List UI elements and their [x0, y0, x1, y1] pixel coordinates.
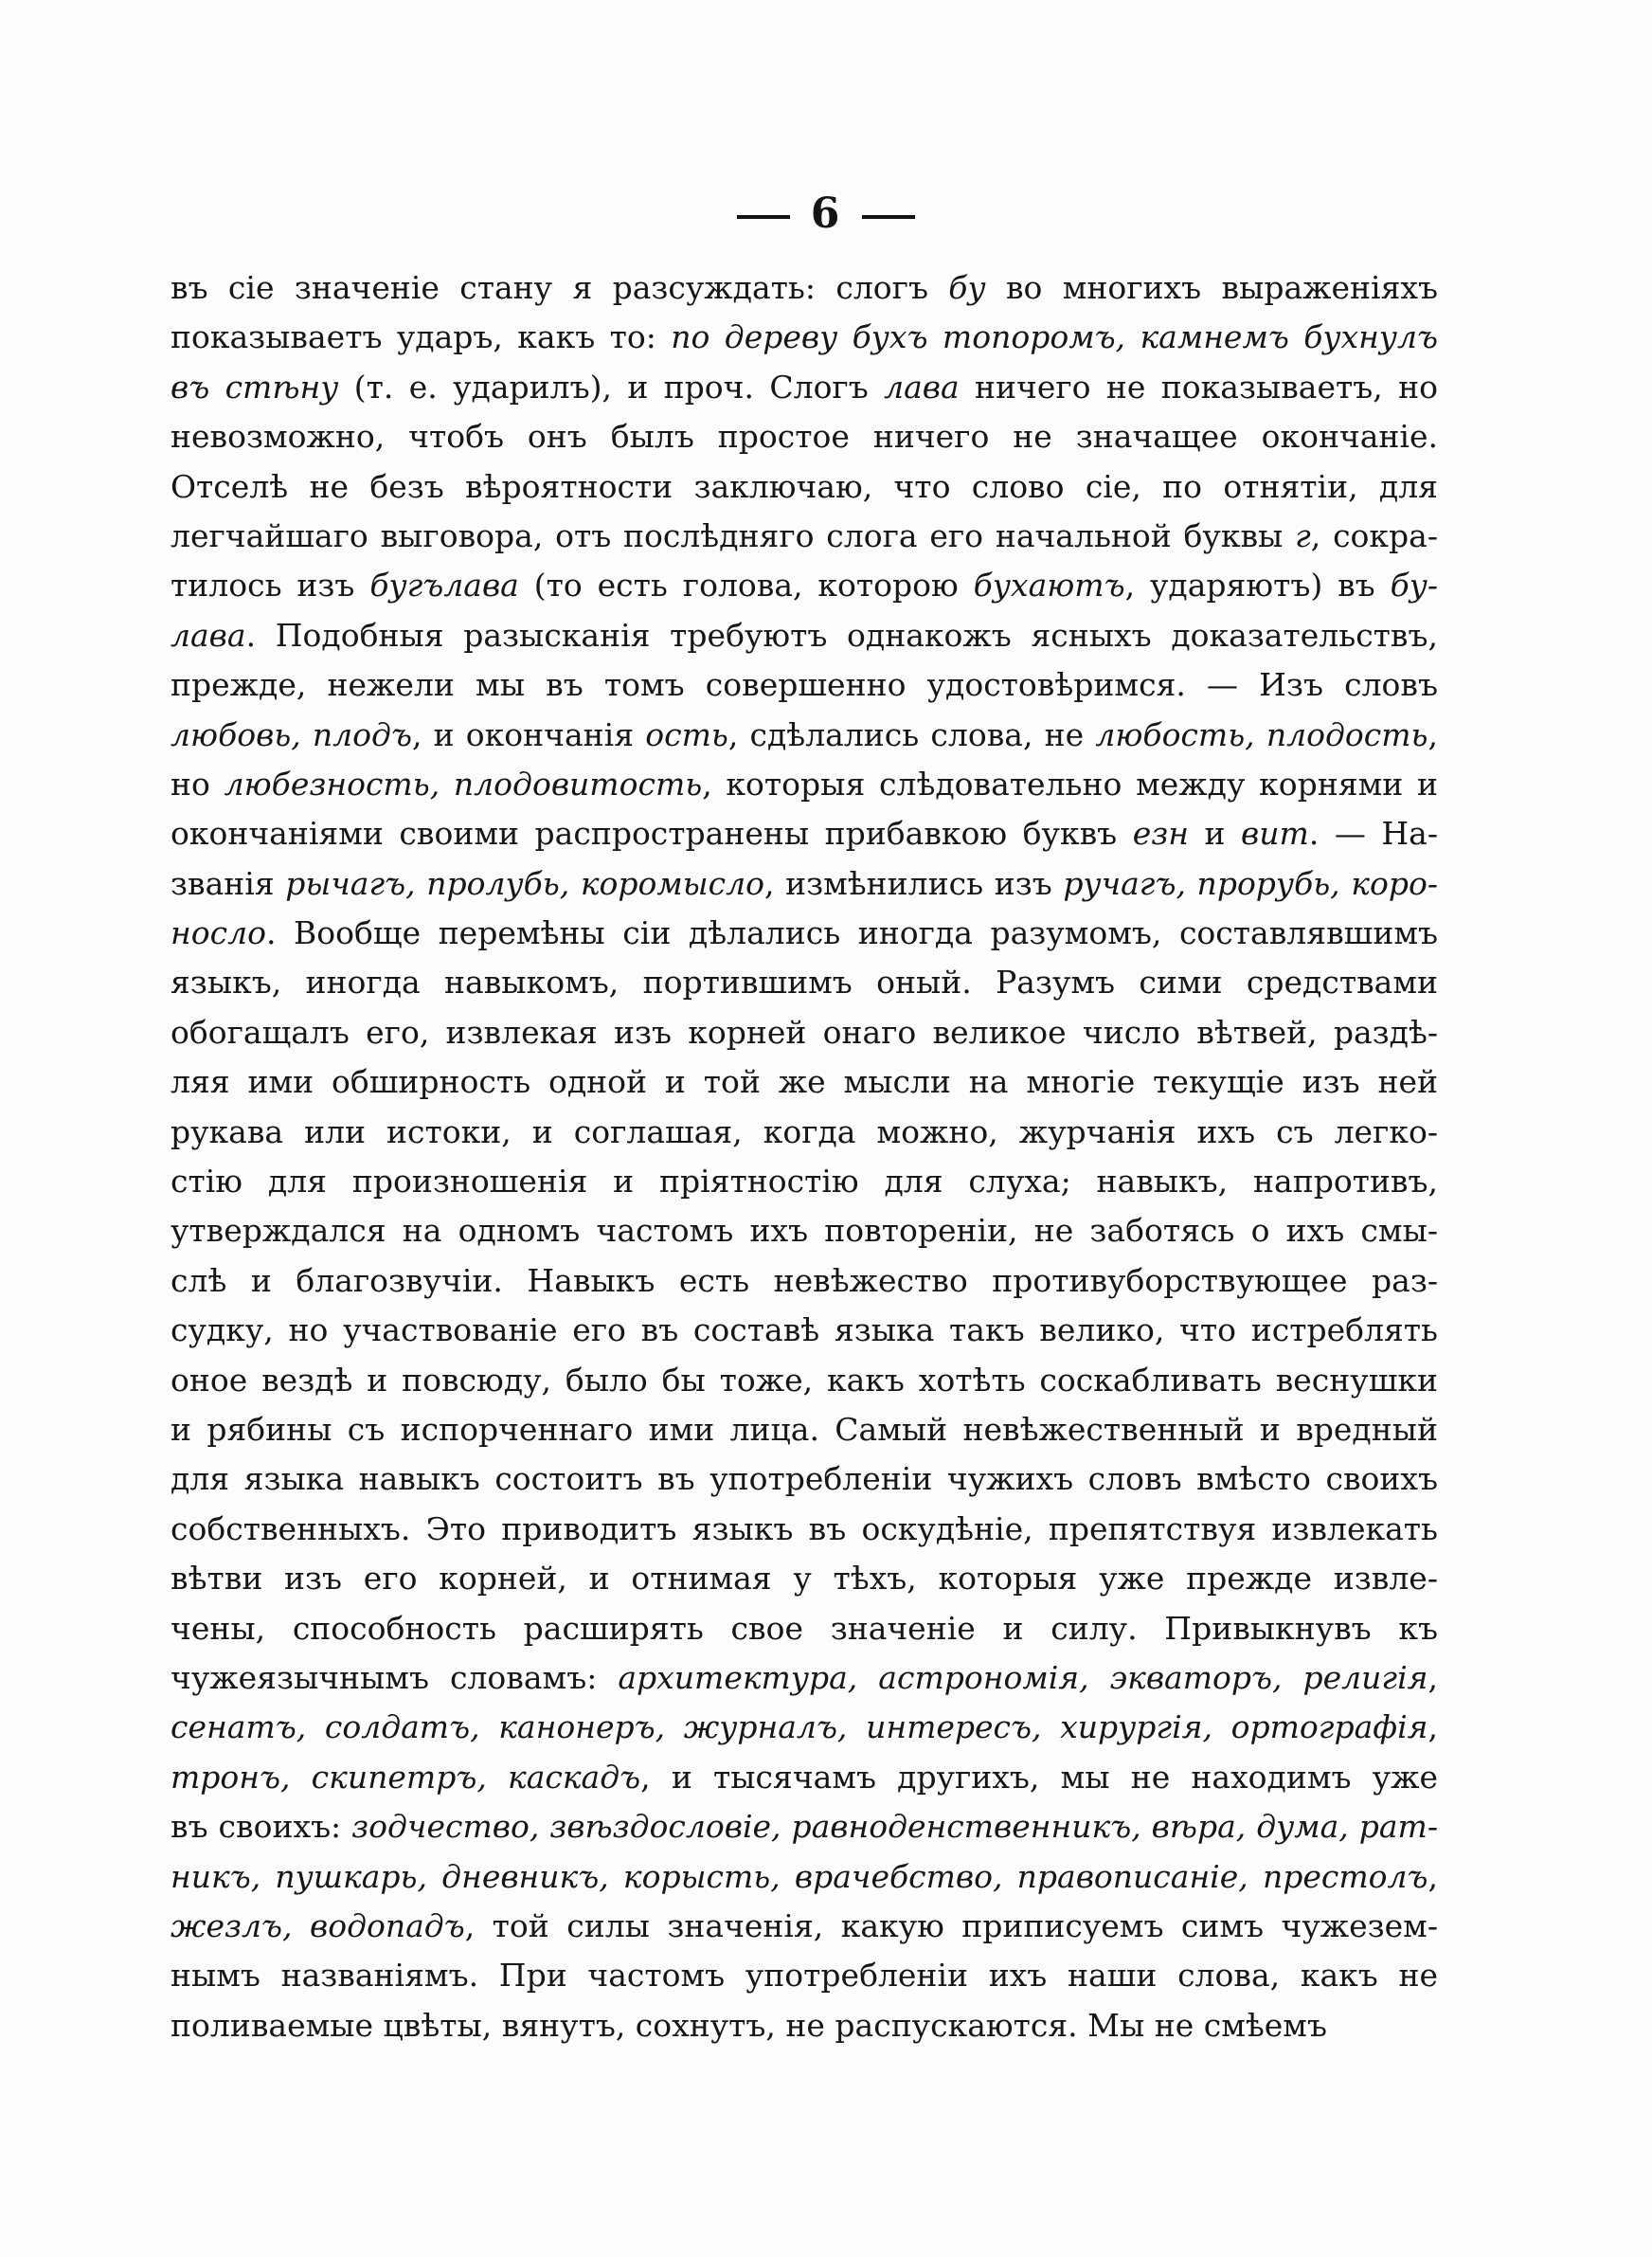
text-run: языкъ, иногда навыкомъ, портившимъ оный. Разумъ сими средствами [171, 964, 1438, 1002]
text-line [171, 412, 1438, 461]
text-line [171, 561, 1438, 610]
right-dash [862, 215, 915, 219]
italic-word: г [1295, 516, 1311, 554]
text-run: званія [171, 864, 286, 902]
text-run: ляя ими обширность одной и той же мысли на многіе текущіе изъ ней [171, 1063, 1438, 1101]
text-run: (то есть голова, которою [518, 567, 974, 605]
italic-word: ручагъ, прорубь, коро- [1063, 864, 1439, 902]
text-run: чужеязычнымъ словамъ: [171, 1658, 619, 1696]
left-dash [737, 215, 790, 219]
italic-word: носло [171, 914, 266, 952]
italic-word: въ стѣну [171, 368, 339, 406]
text-run: легчайшаго выговора, отъ послѣдняго слога его начальной буквы [171, 516, 1296, 554]
text-run: , и окончанія [411, 715, 646, 753]
text-line [171, 1008, 1438, 1057]
text-line [171, 1554, 1438, 1603]
text-run: , [1428, 715, 1438, 753]
text-line [171, 1753, 1438, 1802]
text-run: , которыя слѣдовательно между корнями и [702, 765, 1438, 803]
text-run: утверждался на одномъ частомъ ихъ повтореніи, не заботясь о ихъ смы- [171, 1212, 1438, 1250]
text-line [171, 363, 1438, 412]
italic-word: тронъ, скипетръ, каскадъ [171, 1758, 641, 1796]
text-run: вѣтви изъ его корней, и отнимая у тѣхъ, которыя уже прежде извле- [171, 1560, 1438, 1598]
text-line [171, 1256, 1438, 1306]
text-line [171, 809, 1438, 858]
text-line [171, 1604, 1438, 1653]
text-run: , [1428, 1658, 1438, 1696]
text-line [171, 1454, 1438, 1504]
text-line [171, 2001, 1438, 2050]
text-run: показываетъ ударъ, какъ то: [171, 318, 672, 356]
text-run: обогащалъ его, извлекая изъ корней онаго великое число вѣтвей, раздѣ- [171, 1013, 1438, 1051]
italic-word: вит [1241, 815, 1309, 853]
text-run: невозможно, чтобъ онъ былъ простое ничего не значащее окончаніе. [171, 418, 1438, 456]
italic-word: по дереву бухъ топоромъ, камнемъ бухнулъ [671, 318, 1438, 356]
text-line [171, 1653, 1438, 1703]
text-run: , той силы значенія, какую приписуемъ симъ чужезем- [464, 1906, 1438, 1944]
text-line [171, 1951, 1438, 2000]
italic-word: архитектура, астрономія, экваторъ, религія [618, 1658, 1428, 1696]
body-text [171, 263, 1438, 2050]
italic-word: сенатъ, солдатъ, канонеръ, журналъ, интересъ, хирургія, ортографія [171, 1708, 1428, 1746]
text-line [171, 1108, 1438, 1157]
text-run: во многихъ выраженіяхъ [985, 269, 1439, 306]
italic-word: бу- [1390, 567, 1439, 605]
text-run: Отселѣ не безъ вѣроятности заключаю, что слово сіе, по отнятіи, для [171, 467, 1438, 505]
text-run: въ сіе значеніе стану я разсуждать: слогъ [171, 269, 949, 306]
text-run: нымъ названіямъ. При частомъ употребленіи ихъ наши слова, какъ не [171, 1957, 1438, 1995]
page-number-header [0, 190, 1652, 238]
text-run: тилось изъ [171, 567, 370, 605]
text-run: . — На- [1308, 815, 1438, 853]
text-run: чены, способность расширять свое значеніе и силу. Привыкнувъ къ [171, 1609, 1438, 1647]
text-run: . Подобныя разысканія требуютъ однакожъ ясныхъ доказательствъ, [245, 616, 1438, 654]
text-line [171, 1206, 1438, 1255]
text-run: , измѣнились изъ [764, 864, 1064, 902]
text-run: но [171, 765, 224, 803]
text-line [171, 909, 1438, 958]
text-line [171, 1802, 1438, 1851]
text-line [171, 512, 1438, 561]
text-run: рукава или истоки, и соглашая, когда можно, журчанія ихъ съ легко- [171, 1112, 1438, 1150]
text-run: стію для произношенія и пріятностію для слуха; навыкъ, напротивъ, [171, 1163, 1438, 1201]
italic-word: любость, плодость [1095, 715, 1428, 753]
text-line [171, 1405, 1438, 1454]
text-line [171, 462, 1438, 512]
text-line [171, 760, 1438, 809]
text-run: для языка навыкъ состоитъ въ употребленіи чужихъ словъ вмѣсто своихъ [171, 1460, 1438, 1498]
italic-word: никъ, пушкарь, дневникъ, корысть, врачебство, правописаніе, престолъ [171, 1857, 1428, 1895]
text-run: , сдѣлались слова, не [727, 715, 1096, 753]
italic-word: любезность, плодовитость [224, 765, 703, 803]
text-line [171, 1057, 1438, 1107]
text-run: , и тысячамъ другихъ, мы не находимъ уже [640, 1758, 1439, 1796]
text-run: , [1428, 1708, 1438, 1746]
text-run: слѣ и благозвучіи. Навыкъ есть невѣжество противуборствующее раз- [171, 1261, 1438, 1299]
text-line [171, 1703, 1438, 1752]
text-run: поливаемые цвѣты, вянутъ, сохнутъ, не распускаются. Мы не смѣемъ [171, 2006, 1327, 2044]
text-line [171, 1505, 1438, 1554]
text-run: (т. е. ударилъ), и проч. Слогъ [338, 368, 885, 406]
text-run: прежде, нежели мы въ томъ совершенно удостовѣримся. — Изъ словъ [171, 666, 1438, 704]
text-run: оное вездѣ и повсюду, было бы тоже, какъ хотѣть соскабливать веснушки [171, 1361, 1438, 1399]
text-run: и рябины съ испорченнаго ими лица. Самый невѣжественный и вредный [171, 1410, 1438, 1448]
italic-word: жезлъ, водопадъ [171, 1906, 465, 1944]
text-run: судку, но участвованіе его въ составѣ языка такъ велико, что истреблять [171, 1311, 1438, 1349]
text-line [171, 263, 1438, 313]
italic-word: лава [884, 368, 960, 406]
text-line [171, 1852, 1438, 1902]
text-run: въ своихъ: [171, 1808, 352, 1846]
text-line [171, 313, 1438, 362]
italic-word: зодчество, звѣздословіе, равноденственникъ, вѣра, дума, рат- [351, 1808, 1438, 1846]
text-line [171, 859, 1438, 909]
italic-word: езн [1132, 815, 1189, 853]
italic-word: бухаютъ [973, 567, 1125, 605]
text-line [171, 1356, 1438, 1405]
text-line [171, 1157, 1438, 1206]
text-run: , ударяютъ) въ [1124, 567, 1391, 605]
text-line [171, 660, 1438, 710]
text-run: ничего не показываетъ, но [959, 368, 1438, 406]
italic-word: ость [645, 715, 728, 753]
italic-word: бугълава [369, 567, 519, 605]
italic-word: любовь, плодъ [171, 715, 412, 753]
italic-word: бу [948, 269, 986, 306]
text-run: и [1188, 815, 1242, 853]
page-number: 6 [810, 190, 842, 238]
text-run: собственныхъ. Это приводитъ языкъ въ оскудѣніе, препятствуя извлекать [171, 1509, 1438, 1547]
text-run: окончаніями своими распространены прибавкою буквъ [171, 815, 1133, 853]
italic-word: лава [171, 616, 246, 654]
text-run: . Вообще перемѣны сіи дѣлались иногда разумомъ, составлявшимъ [265, 914, 1438, 952]
text-run: , сокра- [1310, 516, 1438, 554]
text-line [171, 1306, 1438, 1355]
text-line [171, 958, 1438, 1007]
text-line [171, 1902, 1438, 1951]
text-run: , [1428, 1857, 1438, 1895]
text-line [171, 711, 1438, 760]
italic-word: рычагъ, пролубь, коромысло [285, 864, 765, 902]
text-line [171, 611, 1438, 660]
